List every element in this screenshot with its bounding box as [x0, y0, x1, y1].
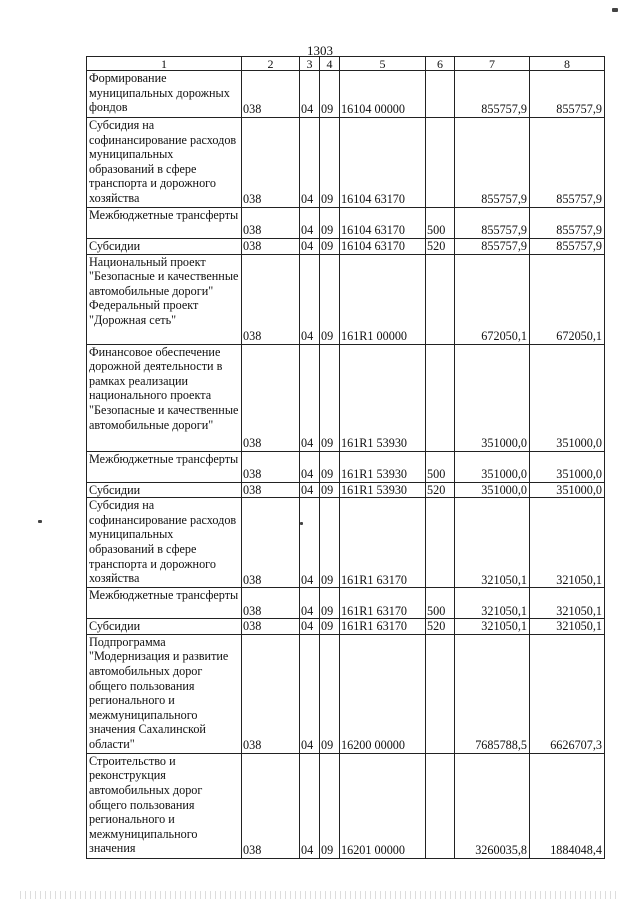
cell-c6: 520 — [426, 482, 455, 498]
cell-c8: 321050,1 — [530, 588, 605, 619]
cell-c5: 161R1 53930 — [340, 451, 426, 482]
table-row — [87, 619, 605, 635]
cell-c7: 351000,0 — [455, 451, 530, 482]
row-name: Субсидии — [87, 239, 242, 255]
cell-c2: 038 — [242, 71, 300, 118]
cell-c3: 04 — [300, 588, 320, 619]
cell-c5: 161R1 00000 — [340, 254, 426, 344]
row-name: Межбюджетные трансферты — [87, 588, 242, 619]
table-row — [87, 118, 605, 208]
cell-c3: 04 — [300, 753, 320, 858]
cell-c3: 04 — [300, 344, 320, 451]
table-row — [87, 451, 605, 482]
cell-c6: 520 — [426, 619, 455, 635]
cell-c5: 161R1 63170 — [340, 619, 426, 635]
cell-c7: 351000,0 — [455, 482, 530, 498]
column-header: 7 — [455, 57, 530, 71]
table-row — [87, 753, 605, 858]
budget-table — [86, 56, 605, 859]
cell-c7: 321050,1 — [455, 498, 530, 588]
page-number: 1303 — [307, 43, 333, 58]
table-row — [87, 498, 605, 588]
cell-c4: 09 — [320, 482, 340, 498]
cell-c5: 16104 63170 — [340, 118, 426, 208]
cell-c4: 09 — [320, 619, 340, 635]
scan-speck — [300, 522, 303, 525]
table-row — [87, 634, 605, 753]
column-header: 2 — [242, 57, 300, 71]
cell-c4: 09 — [320, 498, 340, 588]
cell-c8: 6626707,3 — [530, 634, 605, 753]
row-name: Субсидии — [87, 619, 242, 635]
scan-noise — [20, 891, 620, 899]
cell-c2: 038 — [242, 118, 300, 208]
row-name: Межбюджетные трансферты — [87, 451, 242, 482]
cell-c4: 09 — [320, 208, 340, 239]
cell-c6 — [426, 634, 455, 753]
cell-c4: 09 — [320, 71, 340, 118]
table-row — [87, 71, 605, 118]
cell-c2: 038 — [242, 619, 300, 635]
row-name: Финансовое обеспечение дорожной деятельности в рамках реализации национального проекта "Безопасные и качественные автомобильные дороги" — [87, 344, 242, 451]
cell-c2: 038 — [242, 239, 300, 255]
cell-c8: 855757,9 — [530, 71, 605, 118]
cell-c7: 321050,1 — [455, 619, 530, 635]
cell-c2: 038 — [242, 634, 300, 753]
table-row — [87, 482, 605, 498]
cell-c5: 16104 63170 — [340, 208, 426, 239]
cell-c2: 038 — [242, 588, 300, 619]
cell-c3: 04 — [300, 239, 320, 255]
table-row — [87, 254, 605, 344]
cell-c8: 321050,1 — [530, 498, 605, 588]
cell-c5: 16200 00000 — [340, 634, 426, 753]
cell-c6: 500 — [426, 208, 455, 239]
column-header: 8 — [530, 57, 605, 71]
cell-c8: 321050,1 — [530, 619, 605, 635]
table-row — [87, 344, 605, 451]
cell-c6 — [426, 753, 455, 858]
scan-speck — [612, 8, 618, 12]
cell-c8: 855757,9 — [530, 239, 605, 255]
column-header: 6 — [426, 57, 455, 71]
cell-c6 — [426, 344, 455, 451]
cell-c2: 038 — [242, 753, 300, 858]
row-name: Межбюджетные трансферты — [87, 208, 242, 239]
cell-c7: 855757,9 — [455, 239, 530, 255]
cell-c5: 161R1 63170 — [340, 498, 426, 588]
table-header-row — [87, 57, 605, 71]
cell-c3: 04 — [300, 208, 320, 239]
cell-c3: 04 — [300, 482, 320, 498]
cell-c2: 038 — [242, 451, 300, 482]
cell-c4: 09 — [320, 588, 340, 619]
row-name: Субсидия на софинансирование расходов муниципальных образований в сфере транспорта и дорожного хозяйства — [87, 118, 242, 208]
cell-c5: 16104 63170 — [340, 239, 426, 255]
cell-c8: 351000,0 — [530, 451, 605, 482]
cell-c4: 09 — [320, 239, 340, 255]
cell-c7: 855757,9 — [455, 71, 530, 118]
cell-c4: 09 — [320, 634, 340, 753]
cell-c7: 3260035,8 — [455, 753, 530, 858]
cell-c4: 09 — [320, 254, 340, 344]
table-row — [87, 208, 605, 239]
cell-c4: 09 — [320, 344, 340, 451]
cell-c8: 351000,0 — [530, 344, 605, 451]
cell-c6 — [426, 254, 455, 344]
cell-c7: 321050,1 — [455, 588, 530, 619]
cell-c3: 04 — [300, 118, 320, 208]
cell-c7: 855757,9 — [455, 208, 530, 239]
row-name: Субсидии — [87, 482, 242, 498]
cell-c8: 855757,9 — [530, 208, 605, 239]
cell-c2: 038 — [242, 344, 300, 451]
cell-c3: 04 — [300, 498, 320, 588]
cell-c2: 038 — [242, 254, 300, 344]
row-name: Субсидия на софинансирование расходов муниципальных образований в сфере транспорта и дорожного хозяйства — [87, 498, 242, 588]
cell-c7: 351000,0 — [455, 344, 530, 451]
cell-c6 — [426, 71, 455, 118]
cell-c6 — [426, 498, 455, 588]
cell-c2: 038 — [242, 208, 300, 239]
cell-c5: 161R1 63170 — [340, 588, 426, 619]
cell-c7: 7685788,5 — [455, 634, 530, 753]
cell-c7: 672050,1 — [455, 254, 530, 344]
cell-c4: 09 — [320, 753, 340, 858]
column-header: 3 — [300, 57, 320, 71]
cell-c3: 04 — [300, 634, 320, 753]
cell-c8: 1884048,4 — [530, 753, 605, 858]
cell-c3: 04 — [300, 71, 320, 118]
cell-c3: 04 — [300, 619, 320, 635]
cell-c5: 16104 00000 — [340, 71, 426, 118]
row-name: Строительство и реконструкция автомобильных дорог общего пользования регионального и межмуниципального значения — [87, 753, 242, 858]
cell-c6: 520 — [426, 239, 455, 255]
cell-c5: 161R1 53930 — [340, 344, 426, 451]
cell-c2: 038 — [242, 498, 300, 588]
cell-c8: 672050,1 — [530, 254, 605, 344]
column-header: 4 — [320, 57, 340, 71]
table-row — [87, 588, 605, 619]
scan-speck — [38, 520, 42, 523]
column-header: 1 — [87, 57, 242, 71]
cell-c5: 161R1 53930 — [340, 482, 426, 498]
cell-c6: 500 — [426, 588, 455, 619]
cell-c6: 500 — [426, 451, 455, 482]
row-name: Формирование муниципальных дорожных фондов — [87, 71, 242, 118]
cell-c5: 16201 00000 — [340, 753, 426, 858]
cell-c4: 09 — [320, 118, 340, 208]
row-name: Подпрограмма "Модернизация и развитие автомобильных дорог общего пользования регионального и межмуниципального значения Сахалинской области" — [87, 634, 242, 753]
cell-c6 — [426, 118, 455, 208]
cell-c4: 09 — [320, 451, 340, 482]
column-header: 5 — [340, 57, 426, 71]
cell-c3: 04 — [300, 254, 320, 344]
cell-c2: 038 — [242, 482, 300, 498]
row-name: Национальный проект "Безопасные и качественные автомобильные дороги" Федеральный проект "Дорожная сеть" — [87, 254, 242, 344]
cell-c7: 855757,9 — [455, 118, 530, 208]
cell-c8: 855757,9 — [530, 118, 605, 208]
cell-c3: 04 — [300, 451, 320, 482]
cell-c8: 351000,0 — [530, 482, 605, 498]
table-row — [87, 239, 605, 255]
